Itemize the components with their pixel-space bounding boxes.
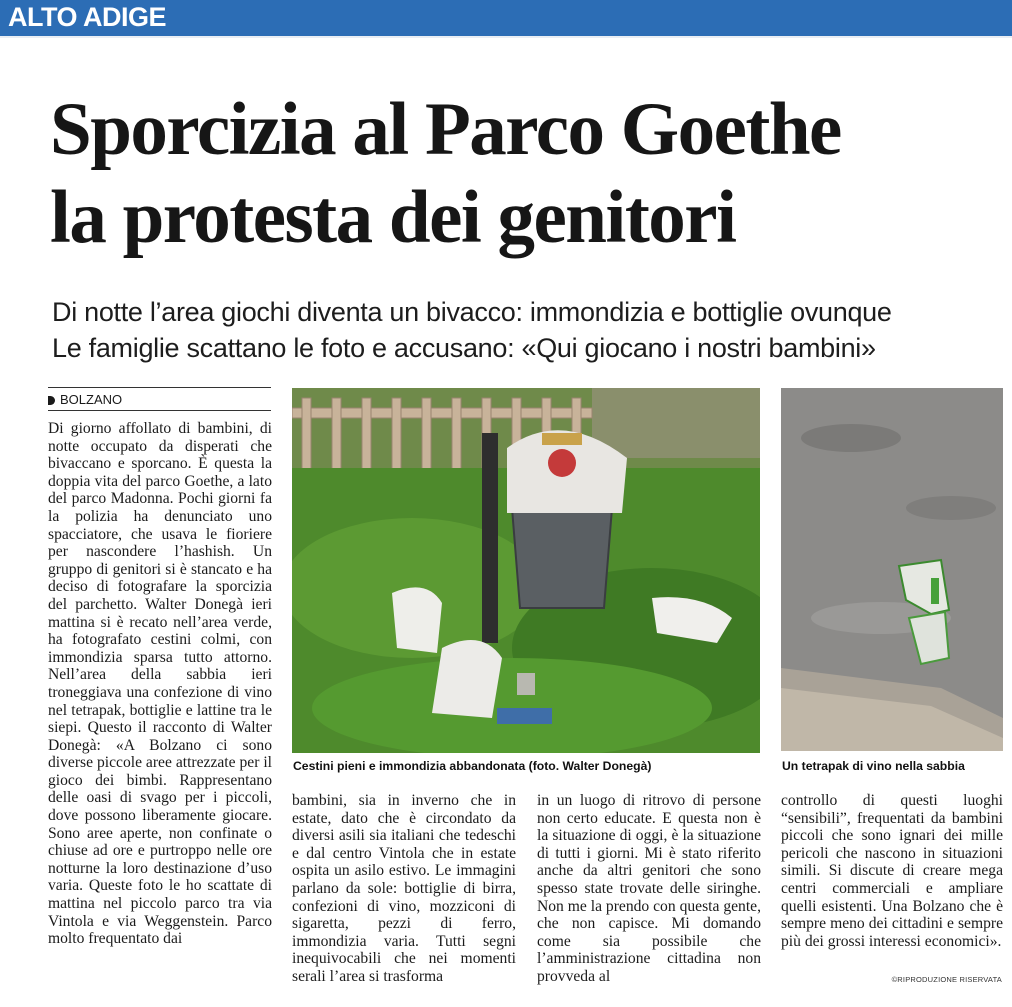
- dateline: [48, 392, 271, 407]
- dateline-bullet-icon: [48, 396, 55, 405]
- dateline-divider: [48, 387, 271, 388]
- photo-tetrapak-illustration: [781, 388, 1003, 751]
- headline: [50, 86, 1010, 262]
- article-text: Di giorno affollato di bambini, di notte occupato da disperati che bivaccano e sporcano. È questa la doppia vita del parco Goethe, a lato del parco Madonna. Pochi giorni fa la polizia ha denunciato uno spacciatore, che usava le fioriere per nascondere l’hashish. Un gruppo di genitori si è stancato e ha deciso di fotografare la sporcizia del parchetto. Walter Donegà ieri mattina si è recato nell’area verde, ha fotografato cestini colmi, con immondizia sparsa tutto attorno. Nell’area della sabbia ieri troneggiava una confezione di vino nel tetrapak, bottiglie e lattine tra le siepi. Questo il racconto di Walter Donegà: «A Bolzano ci sono diverse piccole aree attrezzate per il gioco dei bimbi. Rappresentano delle oasi di svago per i piccoli, dove possono liberamente giocare. Sono aree aperte, non confinate o chiuse ad ore e purtroppo nelle ore notturne la loro destinazione d’uso varia. Queste foto le ho scattate di mattina nel piccolo parco tra via Vintola e via Weggenstein. Parco molto frequentato dai: [48, 420, 272, 948]
- copyright-notice: ©RIPRODUZIONE RISERVATA: [891, 975, 1002, 984]
- article-text: bambini, sia in inverno che in estate, dato che è circondato da diversi asili sia italiani che tedeschi e dal centro Vintola che in estate ospita un asilo estivo. Le immagini parlano da sole: bottiglie di birra, confezioni di vino, mozziconi di sigaretta, pezzi di ferro, immondizia varia. Tutti segni inequivocabili che nei momenti serali l’area si trasforma: [292, 792, 516, 985]
- dateline-text: BOLZANO: [60, 392, 123, 407]
- photo-tetrapak: [781, 388, 1003, 751]
- article-column-1: [48, 420, 272, 948]
- photo-caption: Cestini pieni e immondizia abbandonata (foto. Walter Donegà): [293, 759, 652, 773]
- subheadline-line-2: Le famiglie scattano le foto e accusano: «Qui giocano i nostri bambini»: [52, 333, 876, 363]
- headline-line-2: la protesta dei genitori: [50, 176, 736, 259]
- headline-line-1: Sporcizia al Parco Goethe: [50, 88, 841, 171]
- photo-trash-bins: [292, 388, 760, 753]
- article-text: in un luogo di ritrovo di persone non certo educate. E questa non è la situazione di oggi, è la situazione di tutti i giorni. Mi è stato riferito anche da altri genitori che sono spesso state trovate delle siringhe. Non me la prendo con questa gente, che non capisce. Mi domando come sia possibile che l’amministrazione cittadina non provveda al: [537, 792, 761, 985]
- subheadline-line-1: Di notte l’area giochi diventa un bivacco: immondizia e bottiglie ovunque: [52, 297, 892, 327]
- newspaper-logo: ALTO ADIGE: [8, 2, 167, 32]
- article-text: controllo di questi luoghi “sensibili”, frequentati da bambini piccoli che sono ignari dei mille pericoli che nascono in situazioni simili. Si discute di creare mega centri commerciali e ampliare quelli esistenti. Una Bolzano che è sempre meno dei cittadini e sempre più dei grossi interessi economici».: [781, 792, 1003, 950]
- photo-caption: Un tetrapak di vino nella sabbia: [782, 759, 965, 773]
- subheadline: [52, 294, 1002, 366]
- article-column-4: [781, 792, 1003, 950]
- article-column-3: [537, 792, 761, 986]
- dateline-divider-bottom: [48, 410, 271, 411]
- article-column-2: [292, 792, 516, 986]
- masthead: [0, 0, 1012, 38]
- photo-trash-bins-illustration: [292, 388, 760, 753]
